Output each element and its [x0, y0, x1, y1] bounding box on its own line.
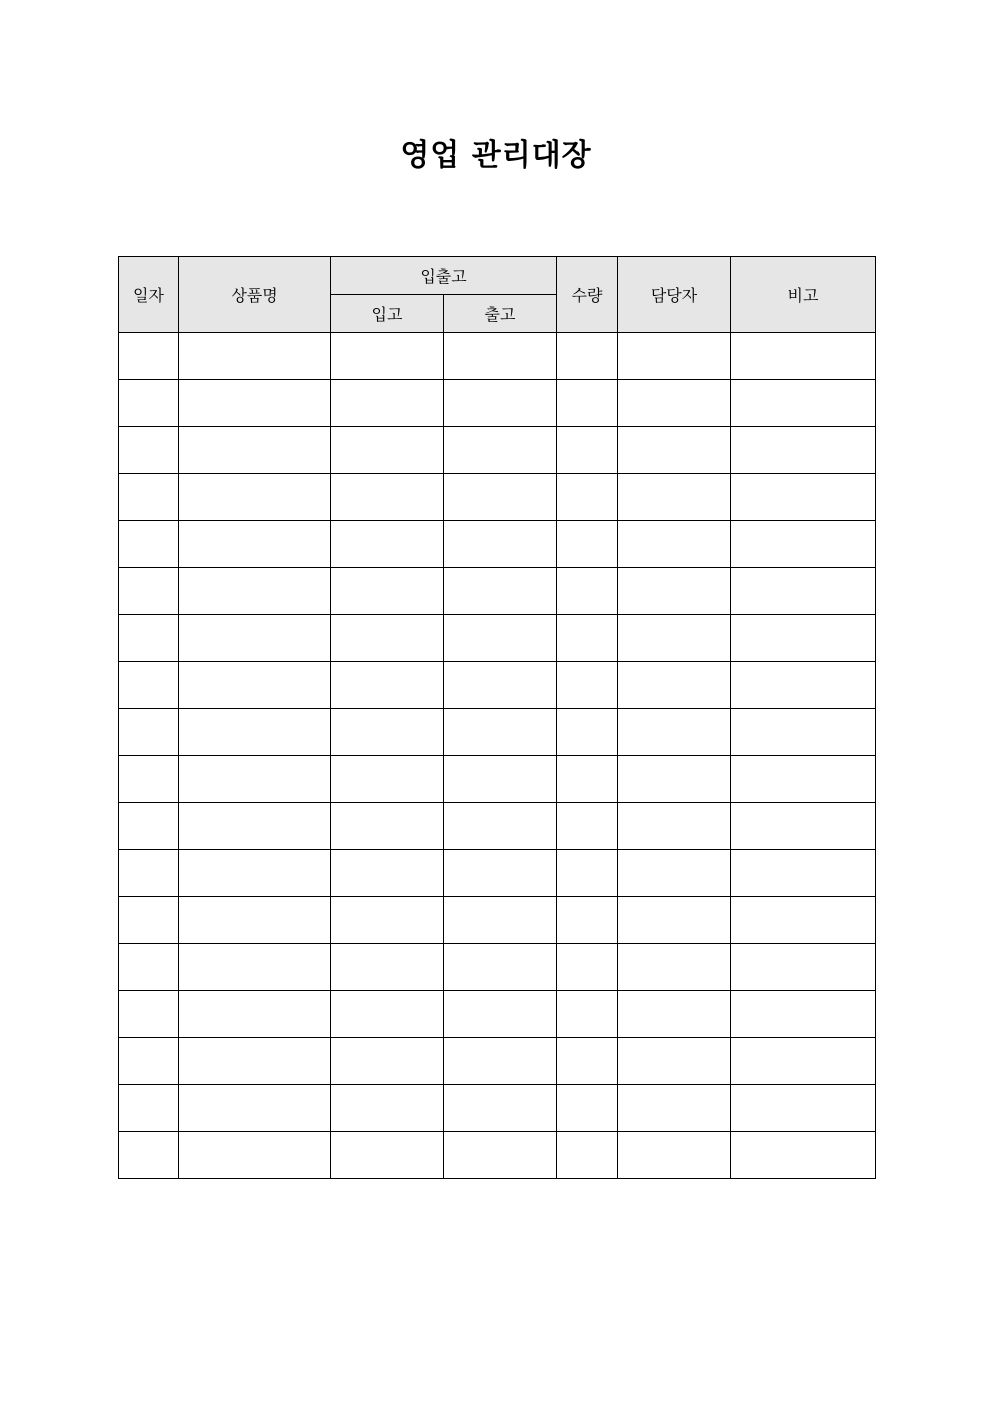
manager-cell[interactable] — [618, 1038, 731, 1085]
product-name-cell[interactable] — [179, 474, 331, 521]
in-cell[interactable] — [331, 615, 444, 662]
in-cell[interactable] — [331, 1132, 444, 1179]
header-manager: 담당자 — [618, 257, 731, 333]
out-cell[interactable] — [444, 333, 557, 380]
date-cell[interactable] — [119, 1085, 179, 1132]
in-cell[interactable] — [331, 521, 444, 568]
header-in-out-group: 입출고 — [331, 257, 557, 295]
product-name-cell[interactable] — [179, 991, 331, 1038]
out-cell[interactable] — [444, 615, 557, 662]
header-row-primary — [119, 257, 876, 295]
out-cell[interactable] — [444, 850, 557, 897]
out-cell[interactable] — [444, 1132, 557, 1179]
table-row — [119, 615, 876, 662]
remarks-cell[interactable] — [731, 568, 876, 615]
quantity-cell[interactable] — [557, 850, 618, 897]
table-row — [119, 709, 876, 756]
table-header — [119, 257, 876, 333]
remarks-cell[interactable] — [731, 1038, 876, 1085]
quantity-cell[interactable] — [557, 1132, 618, 1179]
out-cell[interactable] — [444, 568, 557, 615]
date-cell[interactable] — [119, 474, 179, 521]
out-cell[interactable] — [444, 803, 557, 850]
manager-cell[interactable] — [618, 662, 731, 709]
date-cell[interactable] — [119, 1038, 179, 1085]
manager-cell[interactable] — [618, 521, 731, 568]
remarks-cell[interactable] — [731, 427, 876, 474]
remarks-cell[interactable] — [731, 803, 876, 850]
remarks-cell[interactable] — [731, 615, 876, 662]
table-row — [119, 1085, 876, 1132]
date-cell[interactable] — [119, 380, 179, 427]
header-product-name: 상품명 — [179, 257, 331, 333]
table-row — [119, 427, 876, 474]
in-cell[interactable] — [331, 568, 444, 615]
out-cell[interactable] — [444, 521, 557, 568]
document-title: 영업 관리대장 — [400, 138, 592, 173]
table-row — [119, 850, 876, 897]
out-cell[interactable] — [444, 474, 557, 521]
table-row — [119, 944, 876, 991]
in-cell[interactable] — [331, 991, 444, 1038]
quantity-cell[interactable] — [557, 615, 618, 662]
remarks-cell[interactable] — [731, 474, 876, 521]
out-cell[interactable] — [444, 662, 557, 709]
manager-cell[interactable] — [618, 380, 731, 427]
quantity-cell[interactable] — [557, 756, 618, 803]
manager-cell[interactable] — [618, 991, 731, 1038]
product-name-cell[interactable] — [179, 944, 331, 991]
date-cell[interactable] — [119, 1132, 179, 1179]
date-cell[interactable] — [119, 521, 179, 568]
product-name-cell[interactable] — [179, 803, 331, 850]
table-row — [119, 474, 876, 521]
quantity-cell[interactable] — [557, 944, 618, 991]
product-name-cell[interactable] — [179, 897, 331, 944]
table-row — [119, 897, 876, 944]
in-cell[interactable] — [331, 1085, 444, 1132]
table-row — [119, 568, 876, 615]
quantity-cell[interactable] — [557, 427, 618, 474]
product-name-cell[interactable] — [179, 1038, 331, 1085]
date-cell[interactable] — [119, 568, 179, 615]
table-row — [119, 803, 876, 850]
manager-cell[interactable] — [618, 474, 731, 521]
out-cell[interactable] — [444, 427, 557, 474]
product-name-cell[interactable] — [179, 333, 331, 380]
product-name-cell[interactable] — [179, 427, 331, 474]
remarks-cell[interactable] — [731, 756, 876, 803]
remarks-cell[interactable] — [731, 897, 876, 944]
date-cell[interactable] — [119, 662, 179, 709]
table-row — [119, 380, 876, 427]
date-cell[interactable] — [119, 427, 179, 474]
remarks-cell[interactable] — [731, 709, 876, 756]
in-cell[interactable] — [331, 756, 444, 803]
product-name-cell[interactable] — [179, 709, 331, 756]
in-cell[interactable] — [331, 662, 444, 709]
date-cell[interactable] — [119, 803, 179, 850]
quantity-cell[interactable] — [557, 1038, 618, 1085]
product-name-cell[interactable] — [179, 1132, 331, 1179]
in-cell[interactable] — [331, 1038, 444, 1085]
manager-cell[interactable] — [618, 1132, 731, 1179]
manager-cell[interactable] — [618, 944, 731, 991]
product-name-cell[interactable] — [179, 662, 331, 709]
quantity-cell[interactable] — [557, 803, 618, 850]
manager-cell[interactable] — [618, 568, 731, 615]
remarks-cell[interactable] — [731, 380, 876, 427]
product-name-cell[interactable] — [179, 1085, 331, 1132]
manager-cell[interactable] — [618, 850, 731, 897]
quantity-cell[interactable] — [557, 662, 618, 709]
out-cell[interactable] — [444, 756, 557, 803]
table-row — [119, 1132, 876, 1179]
in-cell[interactable] — [331, 709, 444, 756]
date-cell[interactable] — [119, 991, 179, 1038]
product-name-cell[interactable] — [179, 756, 331, 803]
manager-cell[interactable] — [618, 756, 731, 803]
product-name-cell[interactable] — [179, 568, 331, 615]
table-row — [119, 662, 876, 709]
product-name-cell[interactable] — [179, 850, 331, 897]
in-cell[interactable] — [331, 427, 444, 474]
table-row — [119, 991, 876, 1038]
remarks-cell[interactable] — [731, 850, 876, 897]
out-cell[interactable] — [444, 709, 557, 756]
product-name-cell[interactable] — [179, 380, 331, 427]
date-cell[interactable] — [119, 850, 179, 897]
out-cell[interactable] — [444, 991, 557, 1038]
manager-cell[interactable] — [618, 897, 731, 944]
in-cell[interactable] — [331, 803, 444, 850]
in-cell[interactable] — [331, 850, 444, 897]
product-name-cell[interactable] — [179, 521, 331, 568]
quantity-cell[interactable] — [557, 709, 618, 756]
quantity-cell[interactable] — [557, 474, 618, 521]
date-cell[interactable] — [119, 333, 179, 380]
in-cell[interactable] — [331, 944, 444, 991]
out-cell[interactable] — [444, 944, 557, 991]
manager-cell[interactable] — [618, 1085, 731, 1132]
manager-cell[interactable] — [618, 709, 731, 756]
header-remarks: 비고 — [731, 257, 876, 333]
out-cell[interactable] — [444, 1038, 557, 1085]
in-cell[interactable] — [331, 897, 444, 944]
date-cell[interactable] — [119, 615, 179, 662]
quantity-cell[interactable] — [557, 1085, 618, 1132]
quantity-cell[interactable] — [557, 521, 618, 568]
date-cell[interactable] — [119, 709, 179, 756]
header-out: 출고 — [444, 295, 557, 333]
quantity-cell[interactable] — [557, 897, 618, 944]
remarks-cell[interactable] — [731, 1085, 876, 1132]
header-in: 입고 — [331, 295, 444, 333]
quantity-cell[interactable] — [557, 991, 618, 1038]
date-cell[interactable] — [119, 944, 179, 991]
header-date: 일자 — [119, 257, 179, 333]
table-row — [119, 521, 876, 568]
date-cell[interactable] — [119, 897, 179, 944]
manager-cell[interactable] — [618, 427, 731, 474]
table-body — [119, 333, 876, 1179]
remarks-cell[interactable] — [731, 662, 876, 709]
out-cell[interactable] — [444, 1085, 557, 1132]
remarks-cell[interactable] — [731, 521, 876, 568]
manager-cell[interactable] — [618, 615, 731, 662]
sales-ledger-table — [118, 256, 876, 1179]
quantity-cell[interactable] — [557, 568, 618, 615]
remarks-cell[interactable] — [731, 944, 876, 991]
remarks-cell[interactable] — [731, 991, 876, 1038]
header-quantity: 수량 — [557, 257, 618, 333]
table-row — [119, 756, 876, 803]
manager-cell[interactable] — [618, 333, 731, 380]
remarks-cell[interactable] — [731, 333, 876, 380]
quantity-cell[interactable] — [557, 333, 618, 380]
remarks-cell[interactable] — [731, 1132, 876, 1179]
in-cell[interactable] — [331, 333, 444, 380]
in-cell[interactable] — [331, 474, 444, 521]
manager-cell[interactable] — [618, 803, 731, 850]
product-name-cell[interactable] — [179, 615, 331, 662]
out-cell[interactable] — [444, 380, 557, 427]
quantity-cell[interactable] — [557, 380, 618, 427]
date-cell[interactable] — [119, 756, 179, 803]
in-cell[interactable] — [331, 380, 444, 427]
table-row — [119, 1038, 876, 1085]
table-row — [119, 333, 876, 380]
out-cell[interactable] — [444, 897, 557, 944]
